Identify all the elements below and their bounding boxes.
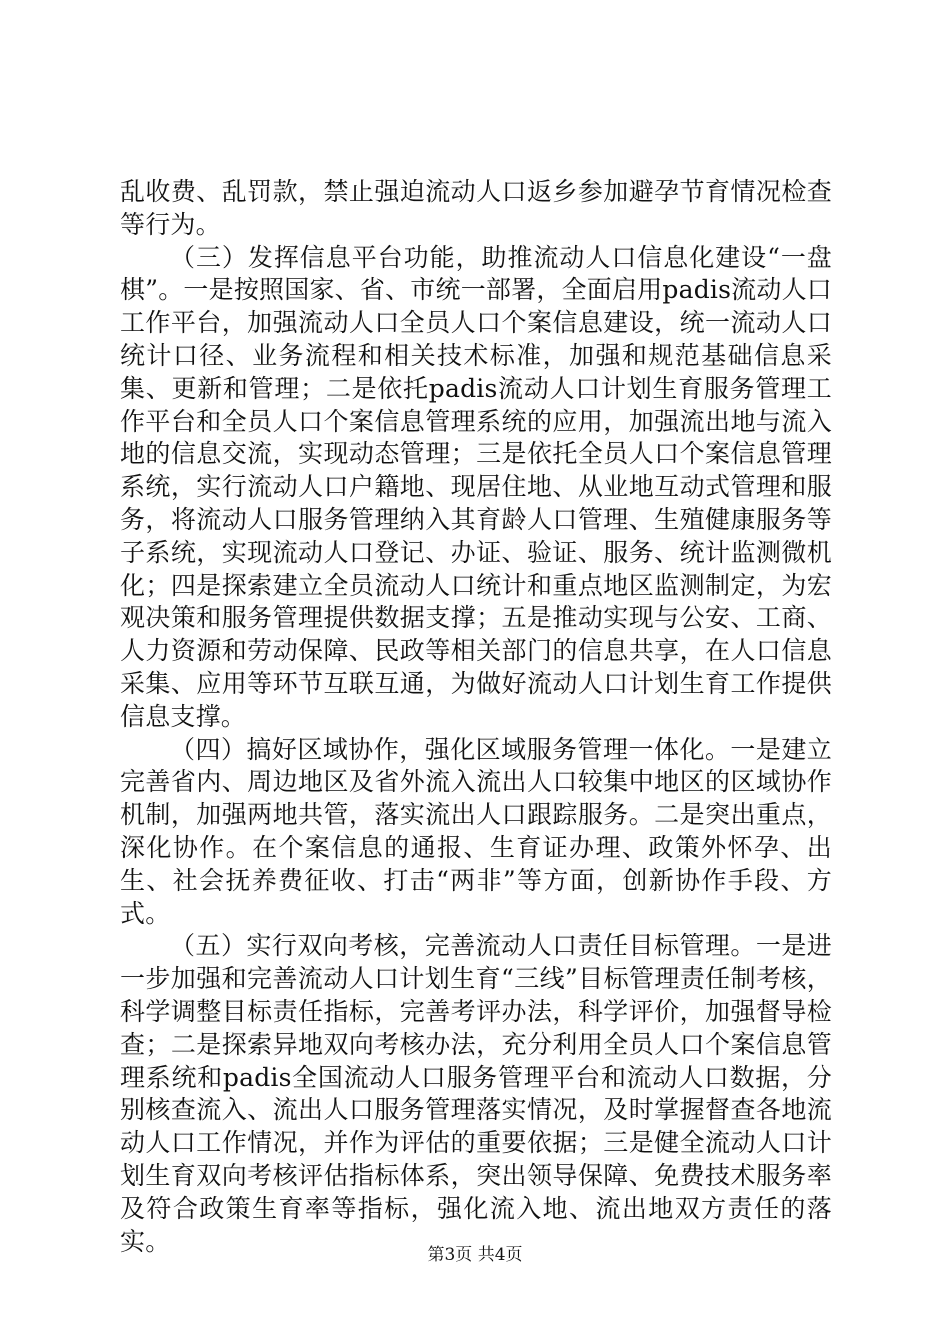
page-footer: 第3页 共4页 [427, 1245, 523, 1265]
paragraph-section-3: （三）发挥信息平台功能，助推流动人口信息化建设“一盘棋”。一是按照国家、省、市统一部署，全面启用padis流动人口工作平台，加强流动人口全员人口个案信息建设，统一流动人口统计口径、业务流程和相关技术标准，加强和规范基础信息采集、更新和管理；二是依托padis流动人口计划生育服务管理工作平台和全员人口个案信息管理系统的应用，加强流出地与流入地的信息交流，实现动态管理；三是依托全员人口个案信息管理系统，实行流动人口户籍地、现居住地、从业地互动式管理和服务，将流动人口服务管理纳入其育龄人口管理、生殖健康服务等子系统，实现流动人口登记、办证、验证、服务、统计监测微机化；四是探索建立全员流动人口统计和重点地区监测制定，为宏观决策和服务管理提供数据支撑；五是推动实现与公安、工商、人力资源和劳动保障、民政等相关部门的信息共享，在人口信息采集、应用等环节互联互通，为做好流动人口计划生育工作提供信息支撑。 [120, 242, 832, 731]
paragraph-section-5: （五）实行双向考核，完善流动人口责任目标管理。一是进一步加强和完善流动人口计划生育“三线”目标管理责任制考核，科学调整目标责任指标，完善考评办法，科学评价，加强督导检查；二是探索异地双向考核办法，充分利用全员人口个案信息管理系统和padis全国流动人口服务管理平台和流动人口数据，分别核查流入、流出人口服务管理落实情况，及时掌握督查各地流动人口工作情况，并作为评估的重要依据；三是健全流动人口计划生育双向考核评估指标体系，突出领导保障、免费技术服务率及符合政策生育率等指标，强化流入地、流出地双方责任的落实。 [120, 931, 832, 1256]
document-body [120, 176, 832, 1258]
paragraph-continuation: 乱收费、乱罚款，禁止强迫流动人口返乡参加避孕节育情况检查等行为。 [120, 177, 832, 239]
paragraph-section-4: （四）搞好区域协作，强化区域服务管理一体化。一是建立完善省内、周边地区及省外流入流出人口较集中地区的区域协作机制，加强两地共管，落实流出人口跟踪服务。二是突出重点，深化协作。在个案信息的通报、生育证办理、政策外怀孕、出生、社会抚养费征收、打击“两非”等方面，创新协作手段、方式。 [120, 734, 832, 928]
